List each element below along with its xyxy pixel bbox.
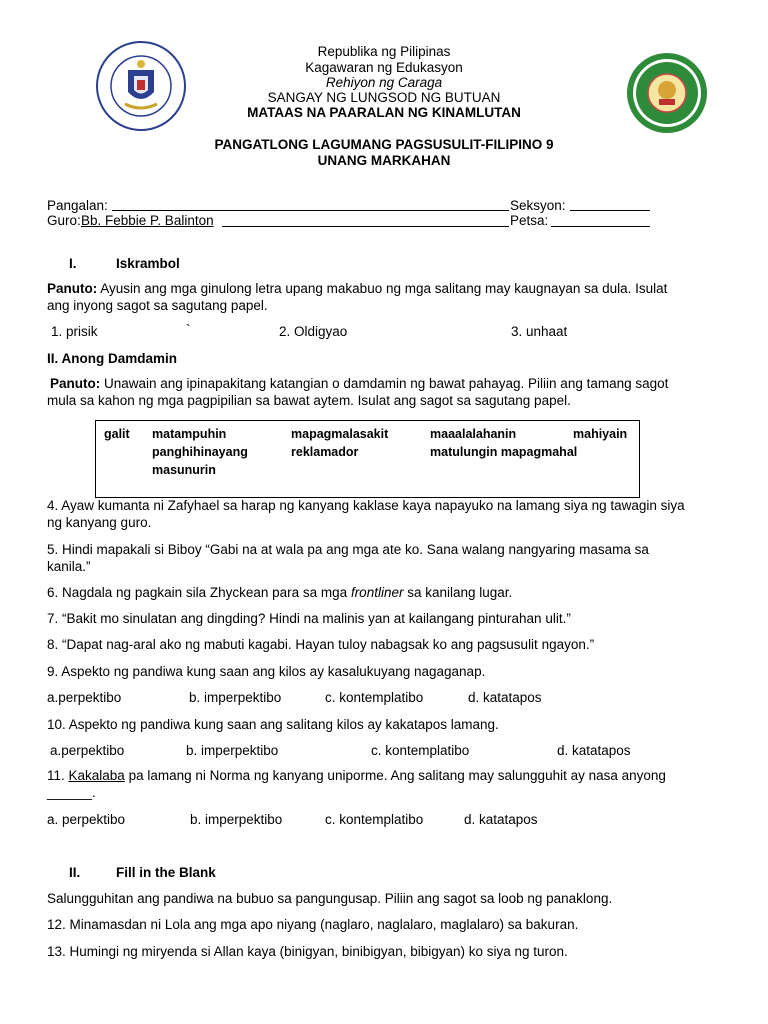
question-11-cont: ______. bbox=[47, 785, 96, 800]
part3-heading: Fill in the Blank bbox=[116, 865, 216, 880]
name-label: Pangalan: bbox=[47, 198, 108, 213]
choice-mapagmalasakit: mapagmalasakit bbox=[291, 427, 389, 441]
q9-option-d: d. katatapos bbox=[468, 690, 542, 705]
date-field[interactable] bbox=[551, 226, 650, 227]
q9-option-c: c. kontemplatibo bbox=[325, 690, 424, 705]
q6-text-b: frontliner bbox=[350, 585, 404, 600]
teacher-value: Bb. Febbie P. Balinton bbox=[81, 213, 214, 228]
question-12: 12. Minamasdan ni Lola ang mga apo niyang (naglaro, naglalaro, maglalaro) sa bakuran. bbox=[47, 917, 579, 932]
part3-instructions: Salungguhitan ang pandiwa na bubuo sa pangungusap. Piliin ang sagot sa loob ng panaklong. bbox=[47, 891, 613, 906]
q11-text-c: pa lamang ni Norma ng kanyang uniporme. Ang salitang may salungguhit ay nasa anyong bbox=[124, 768, 666, 783]
choice-panghihinayang: panghihinayang bbox=[152, 445, 248, 459]
part1-instructions-2: ang inyong sagot sa sagutang papel. bbox=[47, 298, 268, 313]
choice-galit: galit bbox=[104, 427, 130, 441]
question-10: 10. Aspekto ng pandiwa kung saan ang salitang kilos ay kakatapos lamang. bbox=[47, 717, 499, 732]
question-9: 9. Aspekto ng pandiwa kung saan ang kilos ay kasalukuyang nagaganap. bbox=[47, 664, 486, 679]
q10-option-b: b. imperpektibo bbox=[186, 743, 279, 758]
question-5: 5. Hindi mapakali si Biboy “Gabi na at wala pa ang mga ate ko. Sana walang nangyaring masama sa bbox=[47, 542, 649, 557]
question-4: 4. Ayaw kumanta ni Zafyhael sa harap ng kanyang kaklase kaya napayuko na lamang siya ng tawagin siya bbox=[47, 498, 685, 513]
q11-underlined-word: Kakalaba bbox=[68, 768, 125, 783]
header-school: MATAAS NA PAARALAN NG KINAMLUTAN bbox=[247, 105, 521, 120]
header-region: Rehiyon ng Caraga bbox=[325, 75, 443, 90]
q11-option-c: c. kontemplatibo bbox=[325, 812, 424, 827]
q11-text-a: 11. bbox=[47, 768, 69, 783]
teacher-field[interactable] bbox=[222, 226, 509, 227]
q10-option-a: a.perpektibo bbox=[50, 743, 125, 758]
panuto-label: Panuto: bbox=[47, 281, 98, 296]
question-13: 13. Humingi ng miryenda si Allan kaya (binigyan, binibigyan, bibigyan) ko siya ng turon. bbox=[47, 944, 568, 959]
part1-heading: Iskrambol bbox=[116, 256, 180, 271]
part3-number: II. bbox=[69, 865, 81, 880]
stray-mark: ` bbox=[186, 322, 191, 337]
question-11 bbox=[47, 767, 666, 784]
header-deped: Kagawaran ng Edukasyon bbox=[305, 60, 463, 75]
part1-number: I. bbox=[69, 256, 77, 271]
choice-masunurin: masunurin bbox=[152, 463, 216, 477]
question-6 bbox=[47, 584, 512, 601]
q11-option-d: d. katatapos bbox=[464, 812, 538, 827]
question-7: 7. “Bakit mo sinulatan ang dingding? Hindi na malinis yan at kailangang pinturahan ulit.” bbox=[47, 611, 571, 626]
q9-option-b: b. imperpektibo bbox=[189, 690, 282, 705]
exam-quarter: UNANG MARKAHAN bbox=[317, 153, 451, 168]
header-division: SANGAY NG LUNGSOD NG BUTUAN bbox=[267, 90, 501, 105]
section-label: Seksyon: bbox=[510, 198, 566, 213]
q11-option-a: a. perpektibo bbox=[47, 812, 126, 827]
choice-mahiyain: mahiyain bbox=[573, 427, 628, 441]
name-field[interactable] bbox=[112, 210, 509, 211]
scramble-item-1: 1. prisik bbox=[51, 324, 98, 339]
exam-title: PANGATLONG LAGUMANG PAGSUSULIT-FILIPINO 9 bbox=[214, 137, 554, 152]
question-8: 8. “Dapat nag-aral ako ng mabuti kagabi. Hayan tuloy nabagsak ko ang pagsusulit ngayon.” bbox=[47, 637, 595, 652]
date-label: Petsa: bbox=[510, 213, 549, 228]
panuto-label-2: Panuto: bbox=[50, 376, 101, 391]
scramble-item-3: 3. unhaat bbox=[511, 324, 568, 339]
panuto-text-2: Unawain ang ipinapakitang katangian o damdamin ng bawat pahayag. Piliin ang tamang sagot bbox=[100, 376, 669, 391]
choice-matampuhin: matampuhin bbox=[152, 427, 227, 441]
q10-option-c: c. kontemplatibo bbox=[371, 743, 470, 758]
teacher-label: Guro: bbox=[47, 213, 81, 228]
part2-instructions bbox=[50, 375, 740, 392]
q6-text-c: sa kanilang lugar. bbox=[403, 585, 513, 600]
choice-maaalalahanin: maaalalahanin bbox=[430, 427, 517, 441]
question-4-cont: ng kanyang guro. bbox=[47, 515, 152, 530]
part2-heading: II. Anong Damdamin bbox=[47, 351, 178, 366]
part1-instructions bbox=[47, 280, 737, 297]
choice-reklamador: reklamador bbox=[291, 445, 359, 459]
panuto-text: Ayusin ang mga ginulong letra upang makabuo ng mga salitang may kaugnayan sa dula. Isulat bbox=[97, 281, 668, 296]
part2-instructions-2: mula sa kahon ng mga pagpipilian sa bawat aytem. Isulat ang sagot sa sagutang papel. bbox=[47, 393, 571, 408]
header-republic: Republika ng Pilipinas bbox=[317, 44, 451, 59]
choice-matulungin-mapagmahal: matulungin mapagmahal bbox=[430, 445, 578, 459]
q11-option-b: b. imperpektibo bbox=[190, 812, 283, 827]
question-5-cont: kanila.” bbox=[47, 559, 91, 574]
q9-option-a: a.perpektibo bbox=[47, 690, 122, 705]
scramble-item-2: 2. Oldigyao bbox=[279, 324, 348, 339]
q6-text-a: 6. Nagdala ng pagkain sila Zhyckean para sa mga bbox=[47, 585, 351, 600]
section-field[interactable] bbox=[570, 210, 650, 211]
q10-option-d: d. katatapos bbox=[557, 743, 631, 758]
